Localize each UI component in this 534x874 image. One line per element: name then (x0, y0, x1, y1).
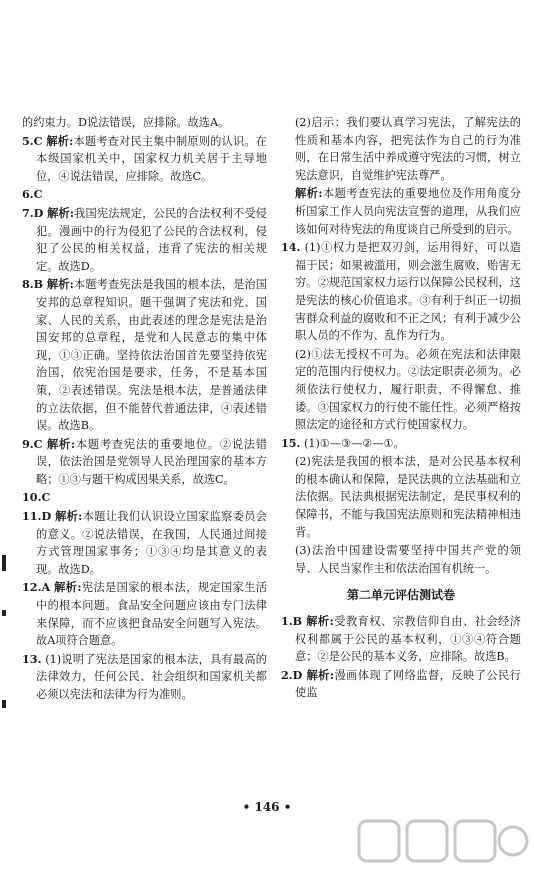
answer-paragraph (22, 114, 267, 132)
answer-text: (1)说明了宪法是国家的根本法，具有最高的法律效力，任何公民、社会组织和国家机关都必须以宪法和法律为行为准则。 (36, 652, 267, 701)
analysis-label: 解析: (46, 277, 74, 292)
answer-paragraph (281, 185, 521, 238)
answer-text: (1)①—③—②—①。 (304, 436, 405, 450)
question-number: 10.C (22, 490, 51, 505)
section-title: 第二单元评估测试卷 (346, 588, 455, 603)
analysis-label: 解析: (54, 580, 82, 595)
right-column (281, 114, 521, 703)
question-number: 8.B (22, 277, 44, 292)
answer-paragraph (22, 133, 267, 186)
answer-text: 本题让我们认识设立国家监察委员会的意义。②说法错误，在我国，人民通过间接方式管理国家事务；①③④均是其意义的表现。故选D。 (36, 510, 267, 576)
watermark-logo (355, 815, 530, 870)
question-number: 11.D (22, 509, 52, 524)
question-number: 6.C (22, 187, 43, 202)
answer-paragraph (281, 542, 521, 577)
answer-paragraph (281, 239, 521, 345)
analysis-label: 解析: (47, 205, 74, 220)
binding-edge-marks (0, 0, 10, 874)
answer-paragraph (281, 346, 521, 434)
answer-text: (2)宪法是我国的根本法，是对公民基本权利的根本确认和保障，是民法典的立法基础和立法依据。民法典根据宪法制定，是民事权利的保障书，不能与我国宪法原则和宪法精神相违背。 (295, 455, 521, 539)
question-number: 14. (281, 240, 301, 255)
question-number: 5.C (22, 133, 43, 148)
answer-text: 本题考查对民主集中制原则的认识。在本级国家机关中，国家权力机关居于主导地位，④说法错误，应排除。故选C。 (36, 134, 267, 183)
answer-text: 的约束力。D说法错误，应排除。故选A。 (22, 116, 230, 129)
answer-text: 本题考查宪法的重要地位及作用角度分析国家工作人员向宪法宣誓的道理，从我们应该如何对待宪法的角度谈自己所受到的启示。 (295, 187, 521, 236)
answer-text: 本题考查宪法是我国的根本法，是治国安邦的总章程知识。题干强调了宪法和党、国家、人民的关系，由此表述的理念是宪法是治国安邦的总章程，是党和人民意志的集中体现，①③正确。坚持依法治国首先要坚持依宪治国，依宪治国是要求，任务，不是基本国策，②表述错误。宪法是根本法，是普通法律的立法依据，但不能替代普通法律，④表述错误。故选B。 (36, 278, 267, 433)
question-number: 12.A (22, 580, 51, 595)
question-number: 13. (22, 651, 42, 666)
analysis-label: 解析: (295, 186, 323, 201)
question-number: 7.D (22, 205, 44, 220)
answer-paragraph (281, 435, 521, 453)
analysis-label: 解析: (306, 667, 334, 682)
answer-paragraph (22, 186, 267, 204)
answer-paragraph (22, 579, 267, 649)
answer-paragraph (281, 667, 521, 702)
answer-text: 漫画体现了网络监督，反映了公民行使监 (295, 668, 521, 700)
answer-text: 本题考查宪法的重要地位。②说法错误，依法治国是党领导人民治理国家的基本方略；①③与题干构成因果关系，故选C。 (36, 437, 267, 486)
question-number: 1.B (281, 614, 303, 629)
answer-paragraph (22, 436, 267, 489)
answer-text: 受教育权、宗教信仰自由、社会经济权利都属于公民的基本权利，①③④符合题意；②是公民的基本义务，应排除。故选B。 (295, 615, 521, 664)
answer-text: 宪法是国家的根本法，规定国家生活中的根本问题。食品安全问题应该由专门法律来保障，而不应该把食品安全问题写入宪法。故A项符合题意。 (36, 581, 267, 648)
answer-text: (1)①权力是把双刃剑，运用得好，可以造福于民；如果被滥用，则会滋生腐败，贻害无穷。②规范国家权力运行以保障公民权利，这是宪法的核心价值追求。③有利于纠正一切损害群众利益的腐败和不正之风；有利于减少公职人员的不作为、乱作为行为。 (295, 241, 521, 343)
answer-text: (2)①法无授权不可为。必须在宪法和法律限定的范围内行使权力。②法定职责必须为。必须依法行使权力，履行职责，不得懈怠、推诿。③国家权力的行使不能任性。必须严格按照法定的途径和方式行使国家权力。 (295, 347, 521, 432)
question-number: 9.C (22, 436, 43, 451)
answer-paragraph (22, 651, 267, 704)
answer-paragraph (281, 114, 521, 184)
analysis-label: 解析: (46, 436, 76, 451)
answer-text: 我国宪法规定，公民的合法权利不受侵犯。漫画中的行为侵犯了公民的合法权利，侵犯了公民的相关权益，违背了宪法的相关规定。故选D。 (36, 206, 267, 273)
answer-paragraph (281, 453, 521, 541)
answer-paragraph (22, 508, 267, 578)
analysis-label: 解析: (306, 614, 334, 629)
analysis-label: 解析: (46, 133, 74, 148)
answer-text: (2)启示：我们要认真学习宪法，了解宪法的性质和基本内容，把宪法作为自己的行为准则，在日常生活中养成遵守宪法的习惯，树立宪法意识，自觉维护宪法尊严。 (295, 116, 521, 182)
answer-paragraph (22, 205, 267, 275)
answer-paragraph (22, 276, 267, 434)
left-column (22, 114, 267, 705)
answer-paragraph (22, 489, 267, 507)
answer-text: (3)法治中国建设需要坚持中国共产党的领导、人民当家作主和依法治国有机统一。 (295, 544, 521, 575)
page-number: • 146 • (242, 800, 292, 814)
question-number: 2.D (281, 667, 303, 682)
question-number: 15. (281, 435, 301, 450)
analysis-label: 解析: (55, 509, 83, 524)
answer-paragraph (281, 613, 521, 666)
